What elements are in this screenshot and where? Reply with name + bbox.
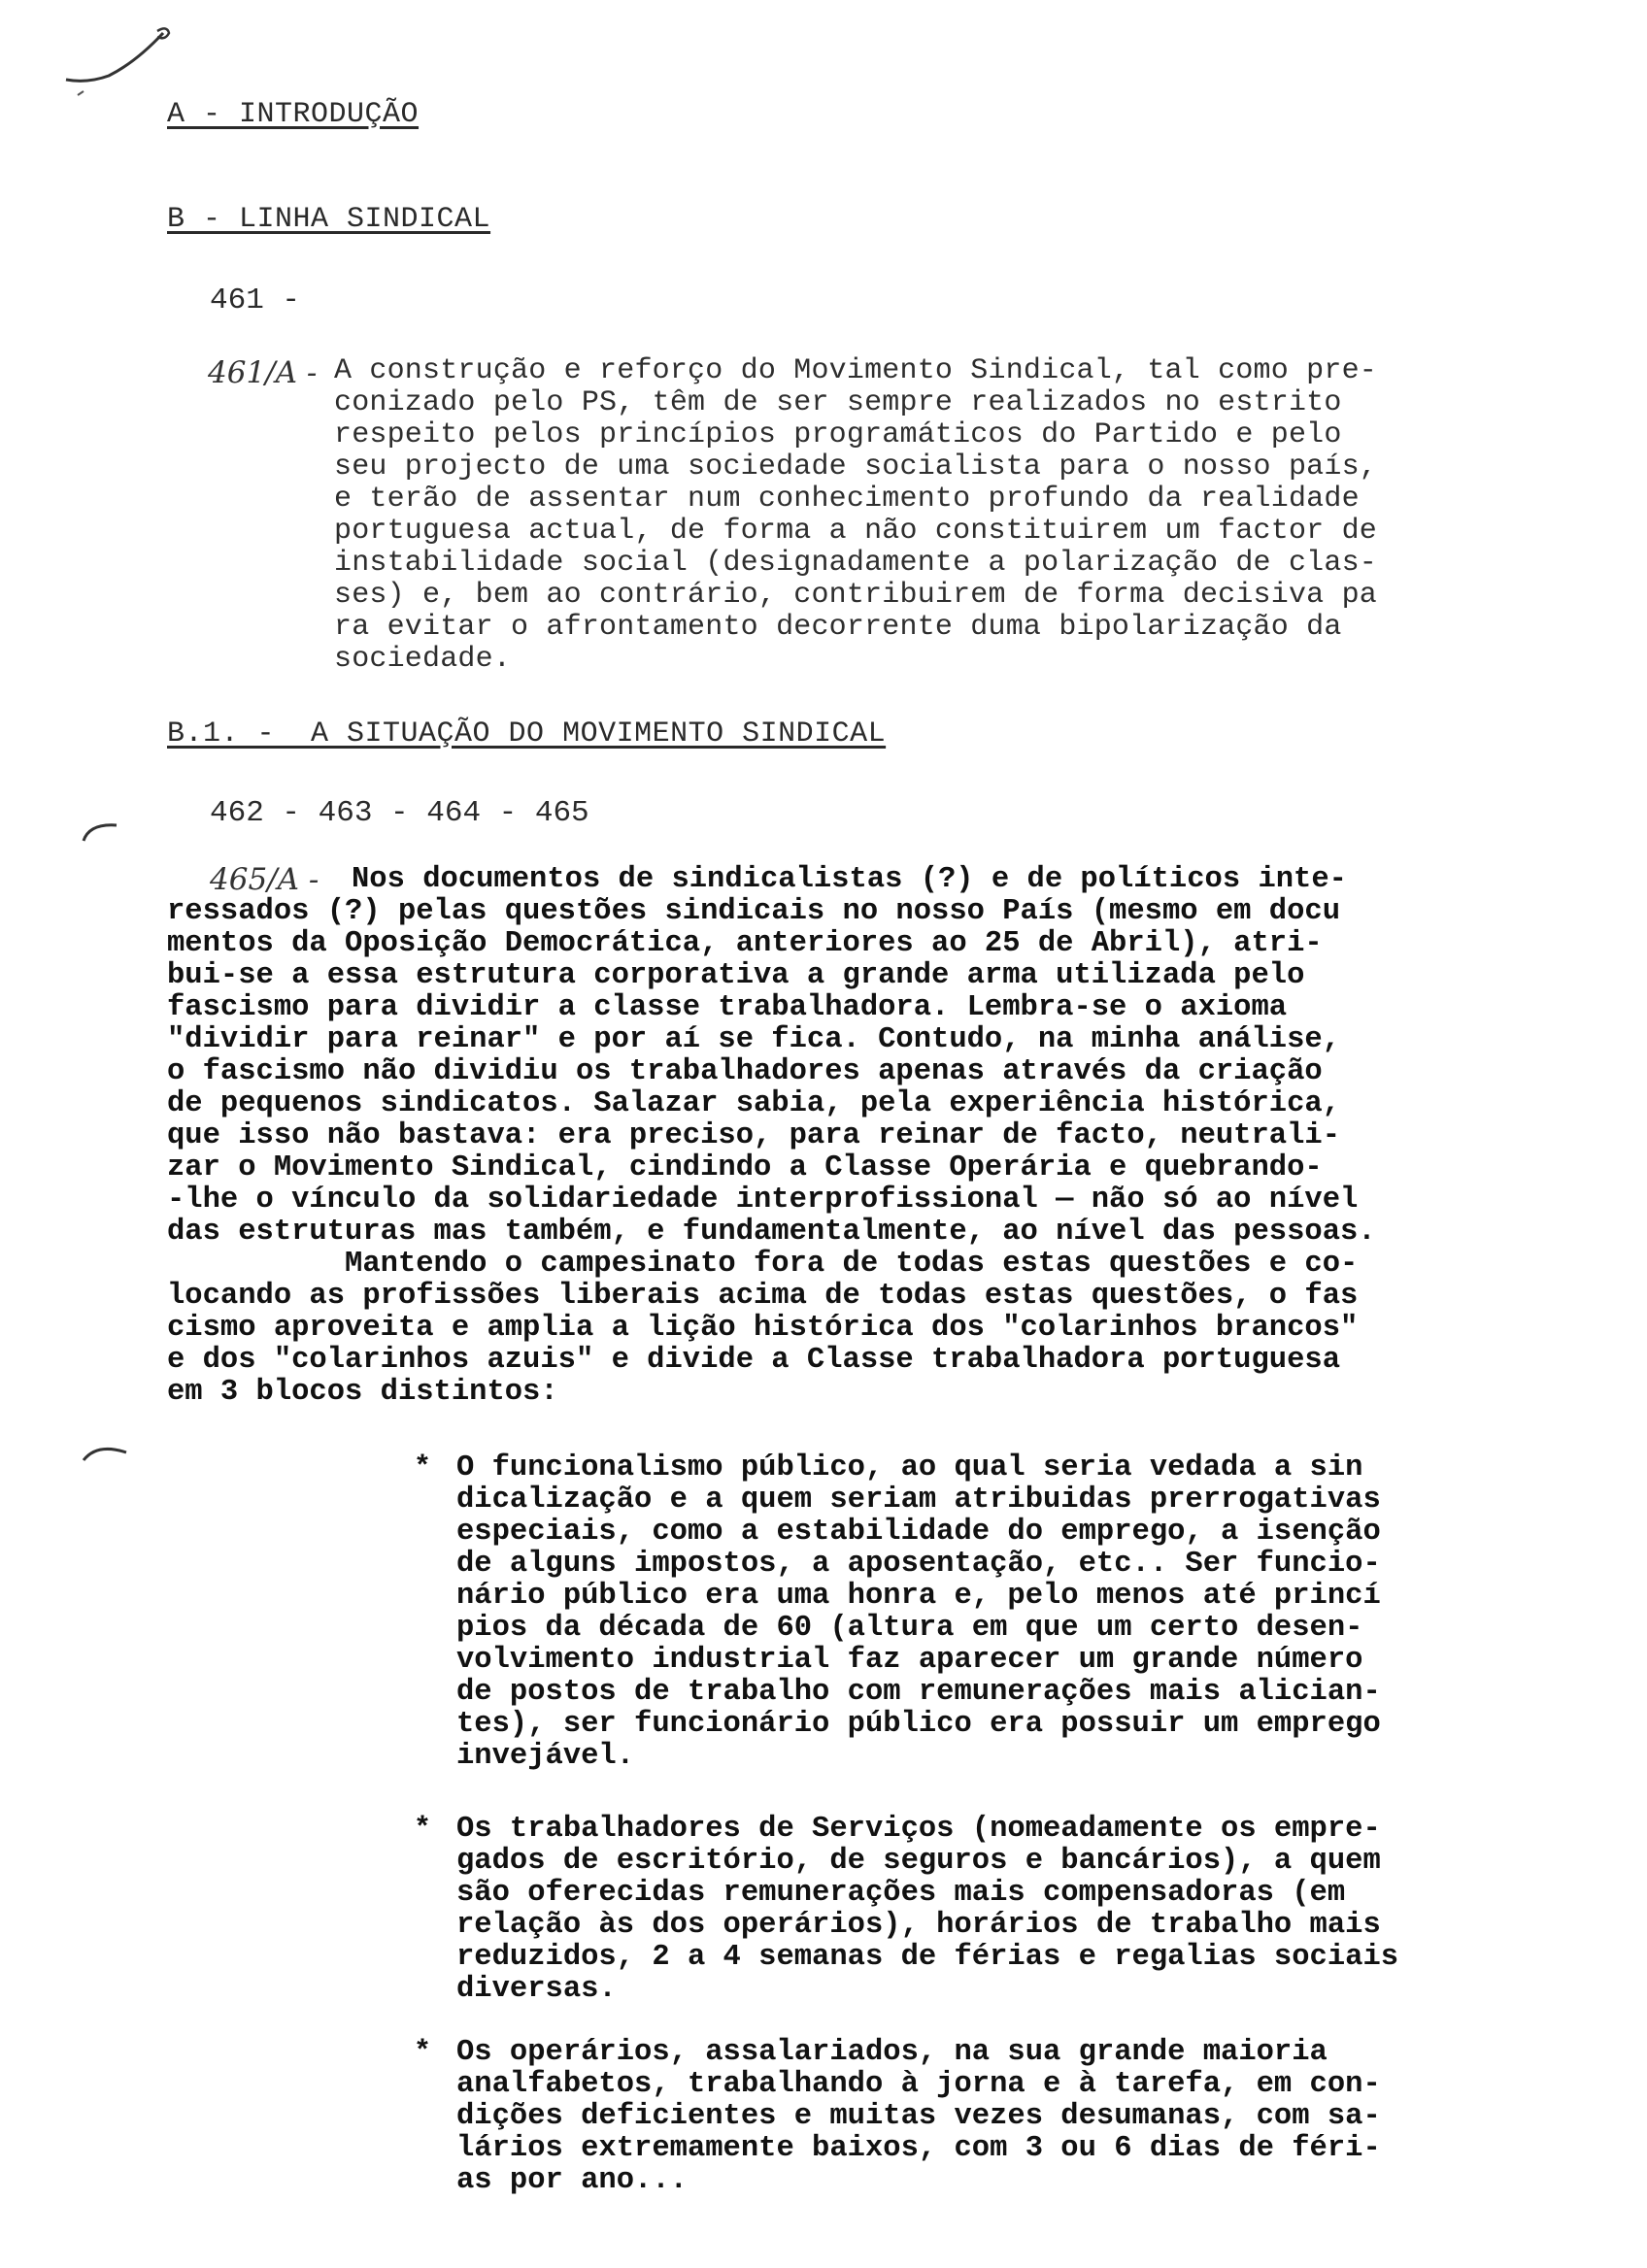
text-line: mentos da Oposição Democrática, anteriores ao 25 de Abril), atri- (167, 927, 1323, 960)
heading-b1-situacao: B.1. - A SITUAÇÃO DO MOVIMENTO SINDICAL (167, 717, 887, 750)
text-line: instabilidade social (designadamente a polarização de clas- (334, 547, 1377, 580)
text-line: -lhe o vínculo da solidariedade interprofissional — não só ao nível (167, 1184, 1359, 1217)
text-line: ressados (?) pelas questões sindicais no nosso País (mesmo em docu (167, 895, 1340, 928)
text-line: lários extremamente baixos, com 3 ou 6 dias de féri- (456, 2132, 1381, 2165)
margin-bracket-mark (78, 1437, 136, 1466)
text-line: analfabetos, trabalhando à jorna e à tarefa, em con- (456, 2068, 1381, 2101)
text-line: Os trabalhadores de Serviços (nomeadamente os empre- (456, 1813, 1381, 1846)
text-line: conizado pelo PS, têm de ser sempre realizados no estrito (334, 386, 1342, 419)
text-line: das estruturas mas também, e fundamentalmente, ao nível das pessoas. (167, 1216, 1376, 1249)
asterisk-bullet-icon: * (414, 1451, 432, 1484)
text-line: pios da década de 60 (altura em que um certo desen- (456, 1612, 1363, 1645)
margin-bracket-mark (78, 816, 126, 845)
text-line: especiais, como a estabilidade do emprego, a isenção (456, 1516, 1381, 1549)
handwritten-check-mark (58, 19, 175, 107)
text-line: portuguesa actual, de forma a não constituirem um factor de (334, 515, 1377, 548)
asterisk-bullet-icon: * (414, 2036, 432, 2069)
text-line: sociedade. (334, 643, 512, 676)
text-line: em 3 blocos distintos: (167, 1376, 558, 1409)
text-line: O funcionalismo público, ao qual seria vedada a sin (456, 1451, 1363, 1484)
text-line: locando as profissões liberais acima de todas estas questões, o fas (167, 1280, 1359, 1313)
text-line: seu projecto de uma sociedade socialista para o nosso país, (334, 450, 1377, 484)
heading-b-linha-sindical: B - LINHA SINDICAL (167, 203, 491, 236)
text-line: cismo aproveita e amplia a lição histórica dos "colarinhos brancos" (167, 1312, 1359, 1345)
text-line: A construção e reforço do Movimento Sindical, tal como pre- (334, 354, 1377, 387)
item-numbers-462-465: 462 - 463 - 464 - 465 (210, 796, 589, 830)
heading-a-introducao: A - INTRODUÇÃO (167, 98, 420, 131)
text-line: dicalização e a quem seriam atribuidas prerrogativas (456, 1484, 1381, 1517)
text-line: reduzidos, 2 a 4 semanas de férias e regalias sociais (456, 1941, 1399, 1974)
paragraph-465a (167, 896, 1376, 1409)
text-line: respeito pelos princípios programáticos do Partido e pelo (334, 418, 1342, 451)
text-line: gados de escritório, de seguros e bancários), a quem (456, 1845, 1381, 1878)
text-line: Os operários, assalariados, na sua grande maioria (456, 2036, 1328, 2069)
item-number-465a: 465/A - (210, 862, 319, 897)
text-line: tes), ser funcionário público era possuir um emprego (456, 1708, 1381, 1741)
item-number-461: 461 - (210, 284, 301, 317)
text-line: diversas. (456, 1973, 617, 2006)
text-line: relação às dos operários), horários de trabalho mais (456, 1909, 1381, 1942)
text-line: e dos "colarinhos azuis" e divide a Classe trabalhadora portuguesa (167, 1344, 1340, 1377)
asterisk-bullet-icon: * (414, 1813, 432, 1846)
paragraph-461a (334, 355, 1377, 676)
item-number-461a: 461/A - (208, 355, 318, 390)
text-line: bui-se a essa estrutura corporativa a grande arma utilizada pelo (167, 959, 1305, 992)
text-line: de postos de trabalho com remunerações mais alician- (456, 1676, 1381, 1709)
text-line: que isso não bastava: era preciso, para reinar de facto, neutrali- (167, 1119, 1340, 1152)
text-line: zar o Movimento Sindical, cindindo a Classe Operária e quebrando- (167, 1151, 1323, 1184)
text-line: são oferecidas remunerações mais compensadoras (em (456, 1877, 1346, 1910)
text-line: nário público era uma honra e, pelo menos até princí (456, 1580, 1381, 1613)
text-line: o fascismo não dividiu os trabalhadores apenas através da criação (167, 1055, 1323, 1088)
text-line: Mantendo o campesinato fora de todas estas questões e co- (167, 1248, 1359, 1281)
text-line: dições deficientes e muitas vezes desumanas, com sa- (456, 2100, 1381, 2133)
text-line: fascismo para dividir a classe trabalhadora. Lembra-se o axioma (167, 991, 1288, 1024)
paragraph-465a-first-line (352, 864, 1347, 896)
text-line: ra evitar o afrontamento decorrente duma bipolarização da (334, 611, 1342, 644)
text-line: de alguns impostos, a aposentação, etc.. Ser funcio- (456, 1548, 1381, 1581)
text-line: Nos documentos de sindicalistas (?) e de políticos inte- (352, 863, 1347, 896)
text-line: volvimento industrial faz aparecer um grande número (456, 1644, 1363, 1677)
text-line: "dividir para reinar" e por aí se fica. Contudo, na minha análise, (167, 1023, 1340, 1056)
text-line: de pequenos sindicatos. Salazar sabia, pela experiência histórica, (167, 1087, 1340, 1120)
text-line: invejável. (456, 1740, 635, 1773)
text-line: e terão de assentar num conhecimento profundo da realidade (334, 483, 1360, 516)
text-line: as por ano... (456, 2164, 688, 2197)
text-line: ses) e, bem ao contrário, contribuirem de forma decisiva pa (334, 579, 1377, 612)
